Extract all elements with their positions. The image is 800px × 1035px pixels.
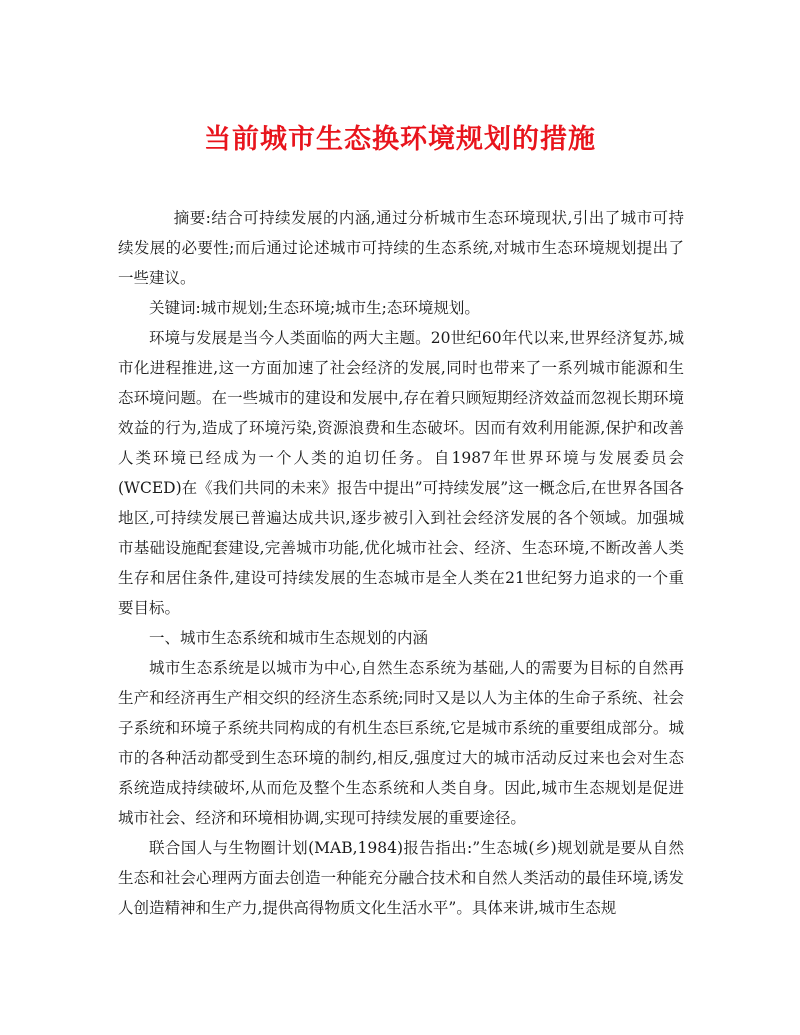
body-paragraph: 联合国人与生物圈计划(MAB,1984)报告指出:”生态城(乡)规划就是要从自然生态和社会心理两方面去创造一种能充分融合技术和自然人类活动的最佳环境,诱发人创造精神和生产力,提供高得物质文化生活水平”。具体来讲,城市生态规 (118, 839, 684, 917)
body-paragraph: 环境与发展是当今人类面临的两大主题。20世纪60年代以来,世界经济复苏,城市化进程推进,这一方面加速了社会经济的发展,同时也带来了一系列城市能源和生态环境问题。在一些城市的建设和发展中,存在着只顾短期经济效益而忽视长期环境效益的行为,造成了环境污染,资源浪费和生态破坏。因而有效利用能源,保护和改善人类环境已经成为一个人类的迫切任务。自1987年世界环境与发展委员会(WCED)在《我们共同的未来》报告中提出”可持续发展”这一概念后,在世界各国各地区,可持续发展已普遍达成共识,逐步被引入到社会经济发展的各个领域。加强城市基础设施配套建设,完善城市功能,优化城市社会、经济、生态环境,不断改善人类生存和居住条件,建设可持续发展的生态城市是全人类在21世纪努力追求的一个重要目标。 (118, 329, 684, 617)
document-title: 当前城市生态换环境规划的措施 (204, 124, 596, 156)
body-paragraph: 城市生态系统是以城市为中心,自然生态系统为基础,人的需要为目标的自然再生产和经济再生产相交织的经济生态系统;同时又是以人为主体的生命子系统、社会子系统和环境子系统共同构成的有机生态巨系统,它是城市系统的重要组成部分。城市的各种活动都受到生态环境的制约,相反,强度过大的城市活动反过来也会对生态系统造成持续破坏,从而危及整个生态系统和人类自身。因此,城市生态规划是促进城市社会、经济和环境相协调,实现可持续发展的重要途径。 (118, 659, 684, 827)
abstract-paragraph: 摘要:结合可持续发展的内涵,通过分析城市生态环境现状,引出了城市可持续发展的必要性;而后通过论述城市可持续的生态系统,对城市生态环境规划提出了一些建议。 (118, 209, 684, 287)
document-body (118, 203, 684, 923)
section-heading: 一、城市生态系统和城市生态规划的内涵 (149, 629, 429, 647)
keywords-paragraph: 关键词:城市规划;生态环境;城市生;态环境规划。 (149, 299, 480, 317)
